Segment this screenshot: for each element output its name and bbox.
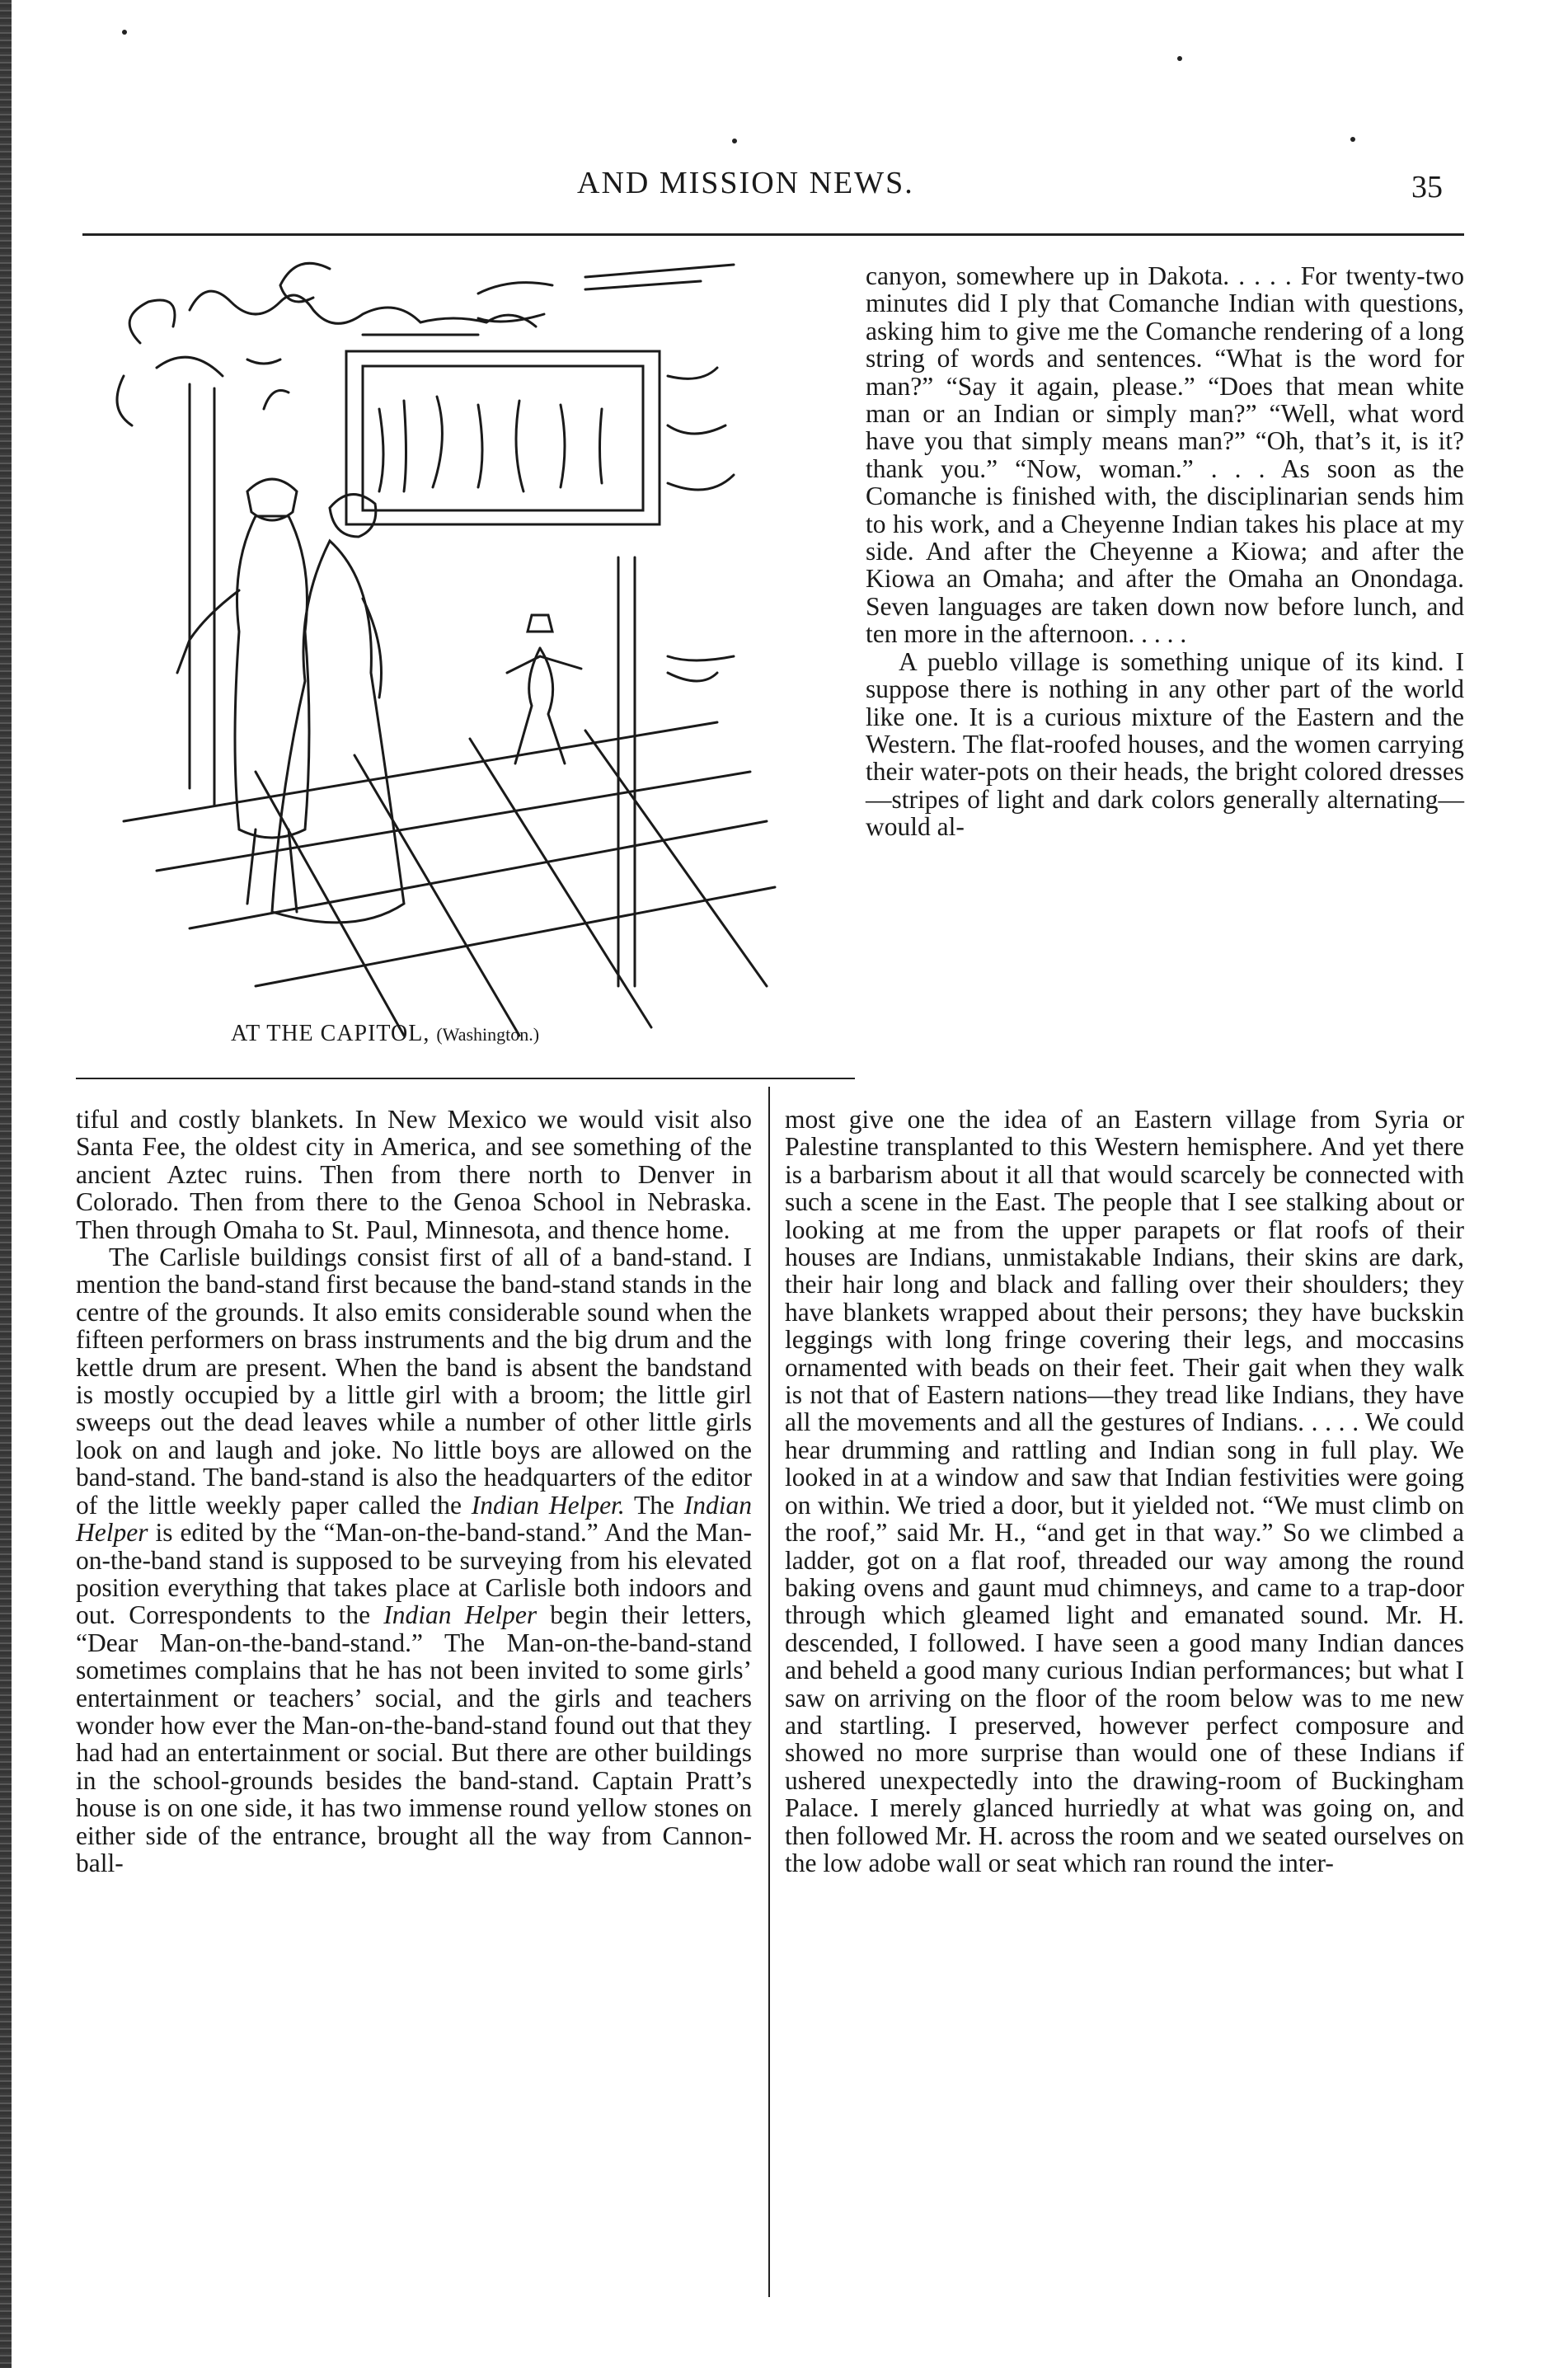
- right-column-lower: [785, 1106, 1464, 1877]
- illustration-at-the-capitol: [91, 244, 849, 1069]
- ink-speck: [1350, 137, 1355, 142]
- page-number: 35: [1411, 170, 1443, 204]
- caption-location: (Washington.): [436, 1024, 540, 1045]
- ink-speck: [122, 30, 127, 35]
- italic-title: Indian Helper: [383, 1600, 538, 1630]
- page-binding-edge: [0, 0, 12, 2368]
- paragraph: The Carlisle buildings consist first of all of a band-stand. I mention the band-stand first because the band-stand stands in the centre of the grounds. It also emits considerable sound when the fifteen performers on brass instruments and the big drum and the kettle drum are present. When the band is absent the bandstand is mostly occupied by a little girl with a broom; the little girl sweeps out the dead leaves while a number of other little girls look on and laugh and joke. No little boys are allowed on the band-stand. The band-stand is also the headquarters of the editor of the little weekly paper called the Indian Helper. The Indian Helper is edited by the “Man-on-the-band-stand.” And the Man-on-the-band stand is supposed to be surveying from his elevated position everything that takes place at Carlisle both indoors and out. Correspondents to the Indian Helper begin their letters, “Dear Man-on-the-band-stand.” The Man-on-the-band-stand sometimes complains that he has not been invited to some girls’ entertainment or teachers’ social, and the girls and teachers wonder how ever the Man-on-the-band-stand found out that they had had an entertainment or social. But there are other buildings in the school-grounds besides the band-stand. Captain Pratt’s house is on one side, it has two immense round yellow stones on either side of the entrance, brought all the way from Cannon-ball-: [76, 1243, 752, 1877]
- right-column-upper: [866, 262, 1464, 841]
- figure-rule: [76, 1078, 855, 1079]
- paragraph: tiful and costly blankets. In New Mexico we would visit also Santa Fee, the oldest city in America, and see something of the ancient Aztec ruins. Then from there north to Denver in Colorado. Then from there to the Genoa School in Nebraska. Then through Omaha to St. Paul, Minnesota, and thence home.: [76, 1105, 752, 1244]
- left-column: [76, 1106, 752, 1877]
- column-rule: [768, 1087, 770, 2297]
- running-head: AND MISSION NEWS.: [577, 166, 914, 200]
- header-rule: [82, 233, 1464, 236]
- ink-speck: [732, 139, 737, 143]
- ink-speck: [1177, 56, 1182, 61]
- paragraph: A pueblo village is something unique of its kind. I suppose there is nothing in any other part of the world like one. It is a curious mixture of the Eastern and the Western. The flat-roofed houses, and the women carrying their water-pots on their heads, the bright colored dresses—stripes of light and dark colors generally alternating—would al-: [866, 646, 1464, 842]
- paragraph: most give one the idea of an Eastern village from Syria or Palestine transplanted to this Western hemisphere. And yet there is a barbarism about it all that would scarcely be connected with such a scene in the East. The people that I see stalking about or looking at me from the upper parapets or flat roofs of their houses are Indians, unmistakable Indians, their skins are dark, their hair long and black and falling over their shoulders; they have blankets wrapped about their persons; they have buckskin leggings with long fringe covering their legs, and moccasins ornamented with beads on their feet. Their gait when they walk is not that of Eastern nations—they tread like Indians, they have all the movements and all the gestures of Indians. . . . . We could hear drumming and rattling and Indian song in full play. We looked in at a window and saw that Indian festivities were going on within. We tried a door, but it yielded not. “We must climb on the roof,” said Mr. H., “and get in that way.” So we climbed a ladder, got on a flat roof, threaded our way among the round baking ovens and gaunt mud chimneys, and came to a trap-door through which gleamed light and emanated sound. Mr. H. descended, I followed. I have seen a good many Indian dances and beheld a good many curious Indian performances; but what I saw on arriving on the floor of the room below was to me new and startling. I preserved, however perfect composure and showed no more surprise than would one of these Indians if ushered unexpectedly into the drawing-room of Buckingham Palace. I merely glanced hurriedly at what was going on, and then followed Mr. H. across the room and we seated ourselves on the low adobe wall or seat which ran round the inter-: [785, 1105, 1464, 1877]
- italic-title: Indian Helper.: [471, 1490, 625, 1520]
- figure-caption: [231, 1021, 539, 1047]
- paragraph: canyon, somewhere up in Dakota. . . . . For twenty-two minutes did I ply that Comanche Indian with questions, asking him to give me the Comanche rendering of a long string of words and sentences. “What is the word for man?” “Say it again, please.” “Does that mean white man or an Indian or simply man?” “Well, what word have you that simply means man?” “Oh, that’s it, is it? thank you.” “Now, woman.” . . . As soon as the Comanche is finished with, the disciplinarian sends him to his work, and a Cheyenne Indian takes his place at my side. And after the Cheyenne a Kiowa; and after the Kiowa an Omaha; and after the Omaha an Onondaga. Seven languages are taken down now before lunch, and ten more in the afternoon. . . . .: [866, 261, 1464, 649]
- caption-title: AT THE CAPITOL,: [231, 1021, 430, 1046]
- italic-title: Indian Helper: [76, 1490, 752, 1548]
